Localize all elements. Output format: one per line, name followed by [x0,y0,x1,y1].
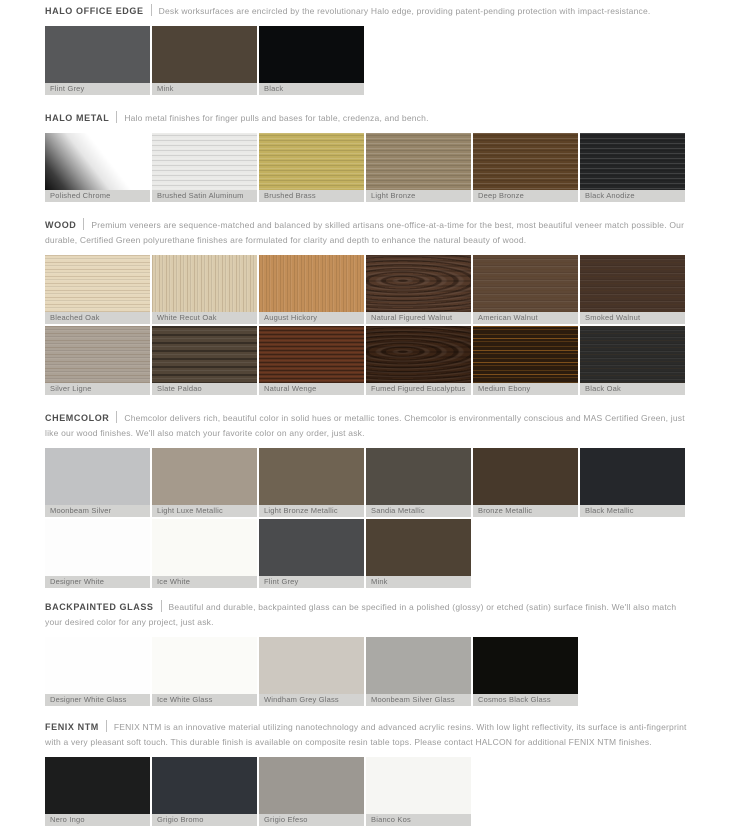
swatch-bleached-oak [45,255,150,324]
swatch-cosmos-black-glass [473,637,578,706]
section-description: FENIX NTM is an innovative material utilizing nanotechnology and advanced acrylic resins. With low light reflectivity, its surface is anti-fingerprint with a very pleasant soft touch. This durable finish is available on composite resin table tops. Please contact HALCON for additional FENIX NTM finishes. [45,722,687,747]
swatch-color-sample [580,326,685,383]
section-description: Desk worksurfaces are encircled by the revolutionary Halo edge, providing patent-pending protection with impact-resistance. [158,6,651,16]
swatch-silver-ligne [45,326,150,395]
swatch-row [45,448,687,517]
swatch-label: Polished Chrome [45,190,150,202]
section-title: BACKPAINTED GLASS [45,602,154,612]
swatch-color-sample [45,448,150,505]
swatch-natural-wenge [259,326,364,395]
swatch-grigio-bromo [152,757,257,826]
swatch-color-sample [259,448,364,505]
swatch-flint-grey [259,519,364,588]
heading-separator-bar [83,218,84,230]
swatch-label: White Recut Oak [152,312,257,324]
swatch-smoked-walnut [580,255,685,324]
swatch-label: Smoked Walnut [580,312,685,324]
section-heading [45,218,687,248]
swatch-label: Brushed Brass [259,190,364,202]
swatch-natural-figured-walnut [366,255,471,324]
swatch-ice-white [152,519,257,588]
swatch-color-sample [45,255,150,312]
swatch-light-bronze [366,133,471,202]
swatch-color-sample [259,757,364,814]
swatch-label: Bronze Metallic [473,505,578,517]
swatch-color-sample [152,133,257,190]
swatch-color-sample [259,255,364,312]
section-backpainted-glass [45,600,687,706]
swatch-label: Deep Bronze [473,190,578,202]
section-title: HALO METAL [45,113,110,123]
swatch-label: Moonbeam Silver Glass [366,694,471,706]
swatch-color-sample [45,133,150,190]
swatch-label: Ice White [152,576,257,588]
heading-separator-bar [151,4,152,16]
swatch-row [45,326,687,395]
swatch-flint-grey [45,26,150,95]
swatch-label: Mink [366,576,471,588]
heading-separator-bar [161,600,162,612]
swatch-label: Grigio Bromo [152,814,257,826]
section-description: Chemcolor delivers rich, beautiful color in solid hues or metallic tones. Chemcolor is environmentally conscious and MAS Certified Green, just like our wood finishes. We'll also match your favorite color on any order, just ask. [45,413,685,438]
swatch-grigio-efeso [259,757,364,826]
swatch-label: American Walnut [473,312,578,324]
swatch-color-sample [366,326,471,383]
swatch-label: Bianco Kos [366,814,471,826]
swatch-color-sample [152,326,257,383]
swatch-color-sample [366,757,471,814]
swatch-black-oak [580,326,685,395]
swatch-nero-ingo [45,757,150,826]
swatch-color-sample [152,637,257,694]
swatch-label: Black Anodize [580,190,685,202]
heading-separator-bar [116,411,117,423]
section-fenix-ntm [45,720,687,826]
swatch-color-sample [45,757,150,814]
swatch-color-sample [259,133,364,190]
section-wood [45,218,687,395]
swatch-slate-paldao [152,326,257,395]
swatch-light-bronze-metallic [259,448,364,517]
swatch-medium-ebony [473,326,578,395]
swatch-color-sample [473,448,578,505]
swatch-row [45,255,687,324]
swatch-label: Fumed Figured Eucalyptus [366,383,471,395]
swatch-color-sample [473,637,578,694]
swatch-august-hickory [259,255,364,324]
swatch-color-sample [45,326,150,383]
swatch-color-sample [473,133,578,190]
swatch-label: Black Oak [580,383,685,395]
swatch-label: Mink [152,83,257,95]
section-title: HALO OFFICE EDGE [45,6,144,16]
swatch-label: Bleached Oak [45,312,150,324]
swatch-label: Moonbeam Silver [45,505,150,517]
swatch-mink [366,519,471,588]
heading-separator-bar [106,720,107,732]
swatch-moonbeam-silver-glass [366,637,471,706]
swatch-color-sample [45,637,150,694]
swatch-color-sample [259,326,364,383]
swatch-label: Grigio Efeso [259,814,364,826]
heading-separator-bar [116,111,117,123]
swatch-american-walnut [473,255,578,324]
swatch-designer-white [45,519,150,588]
swatch-ice-white-glass [152,637,257,706]
swatch-mink [152,26,257,95]
swatch-fumed-figured-eucalyptus [366,326,471,395]
swatch-color-sample [259,637,364,694]
swatch-label: Light Luxe Metallic [152,505,257,517]
swatch-brushed-satin-aluminum [152,133,257,202]
swatch-color-sample [366,637,471,694]
section-heading [45,411,687,441]
swatch-row [45,26,687,95]
swatch-color-sample [152,26,257,83]
section-halo-metal [45,111,687,202]
swatch-color-sample [580,448,685,505]
swatch-label: Light Bronze Metallic [259,505,364,517]
swatch-polished-chrome [45,133,150,202]
swatch-designer-white-glass [45,637,150,706]
swatch-color-sample [580,255,685,312]
swatch-label: August Hickory [259,312,364,324]
section-title: FENIX NTM [45,722,99,732]
swatch-color-sample [259,26,364,83]
swatch-row [45,133,687,202]
swatch-label: Designer White Glass [45,694,150,706]
swatch-label: Black [259,83,364,95]
section-heading [45,600,687,630]
section-heading [45,111,687,126]
swatch-color-sample [473,326,578,383]
swatch-color-sample [366,448,471,505]
swatch-deep-bronze [473,133,578,202]
swatch-black-anodize [580,133,685,202]
section-halo-office-edge [45,4,687,95]
swatch-bianco-kos [366,757,471,826]
swatch-label: Ice White Glass [152,694,257,706]
swatch-label: Silver Ligne [45,383,150,395]
section-heading [45,4,687,19]
swatch-label: Sandia Metallic [366,505,471,517]
swatch-bronze-metallic [473,448,578,517]
swatch-label: Flint Grey [45,83,150,95]
swatch-color-sample [366,255,471,312]
swatch-color-sample [366,133,471,190]
section-description: Halo metal finishes for finger pulls and bases for table, credenza, and bench. [124,113,429,123]
swatch-color-sample [152,757,257,814]
swatch-label: Medium Ebony [473,383,578,395]
section-chemcolor [45,411,687,588]
section-description: Premium veneers are sequence-matched and balanced by skilled artisans one-office-at-a-time for the best, most beautiful veneer match possible. Our durable, Certified Green polyurethane finishes are formulated for clarity and depth to enhance the natural beauty of wood. [45,220,685,245]
swatch-color-sample [580,133,685,190]
swatch-color-sample [152,448,257,505]
section-description: Beautiful and durable, backpainted glass can be specified in a polished (glossy) or etched (satin) surface finish. We'll also match your desired color for any project, just ask. [45,602,677,627]
section-title: WOOD [45,220,77,230]
swatch-white-recut-oak [152,255,257,324]
swatch-label: Flint Grey [259,576,364,588]
swatch-moonbeam-silver [45,448,150,517]
section-title: CHEMCOLOR [45,413,110,423]
swatch-label: Brushed Satin Aluminum [152,190,257,202]
swatch-color-sample [45,519,150,576]
swatch-label: Light Bronze [366,190,471,202]
swatch-black-metallic [580,448,685,517]
swatch-label: Cosmos Black Glass [473,694,578,706]
swatch-black [259,26,364,95]
swatch-label: Natural Wenge [259,383,364,395]
swatch-color-sample [473,255,578,312]
swatch-sandia-metallic [366,448,471,517]
swatch-row [45,757,687,826]
swatch-color-sample [152,519,257,576]
swatch-color-sample [259,519,364,576]
swatch-label: Nero Ingo [45,814,150,826]
swatch-label: Windham Grey Glass [259,694,364,706]
swatch-label: Designer White [45,576,150,588]
swatch-label: Natural Figured Walnut [366,312,471,324]
section-heading [45,720,687,750]
swatch-label: Slate Paldao [152,383,257,395]
swatch-windham-grey-glass [259,637,364,706]
swatch-light-luxe-metallic [152,448,257,517]
swatch-label: Black Metallic [580,505,685,517]
swatch-color-sample [45,26,150,83]
swatch-row [45,519,687,588]
swatch-row [45,637,687,706]
swatch-color-sample [152,255,257,312]
swatch-brushed-brass [259,133,364,202]
swatch-color-sample [366,519,471,576]
